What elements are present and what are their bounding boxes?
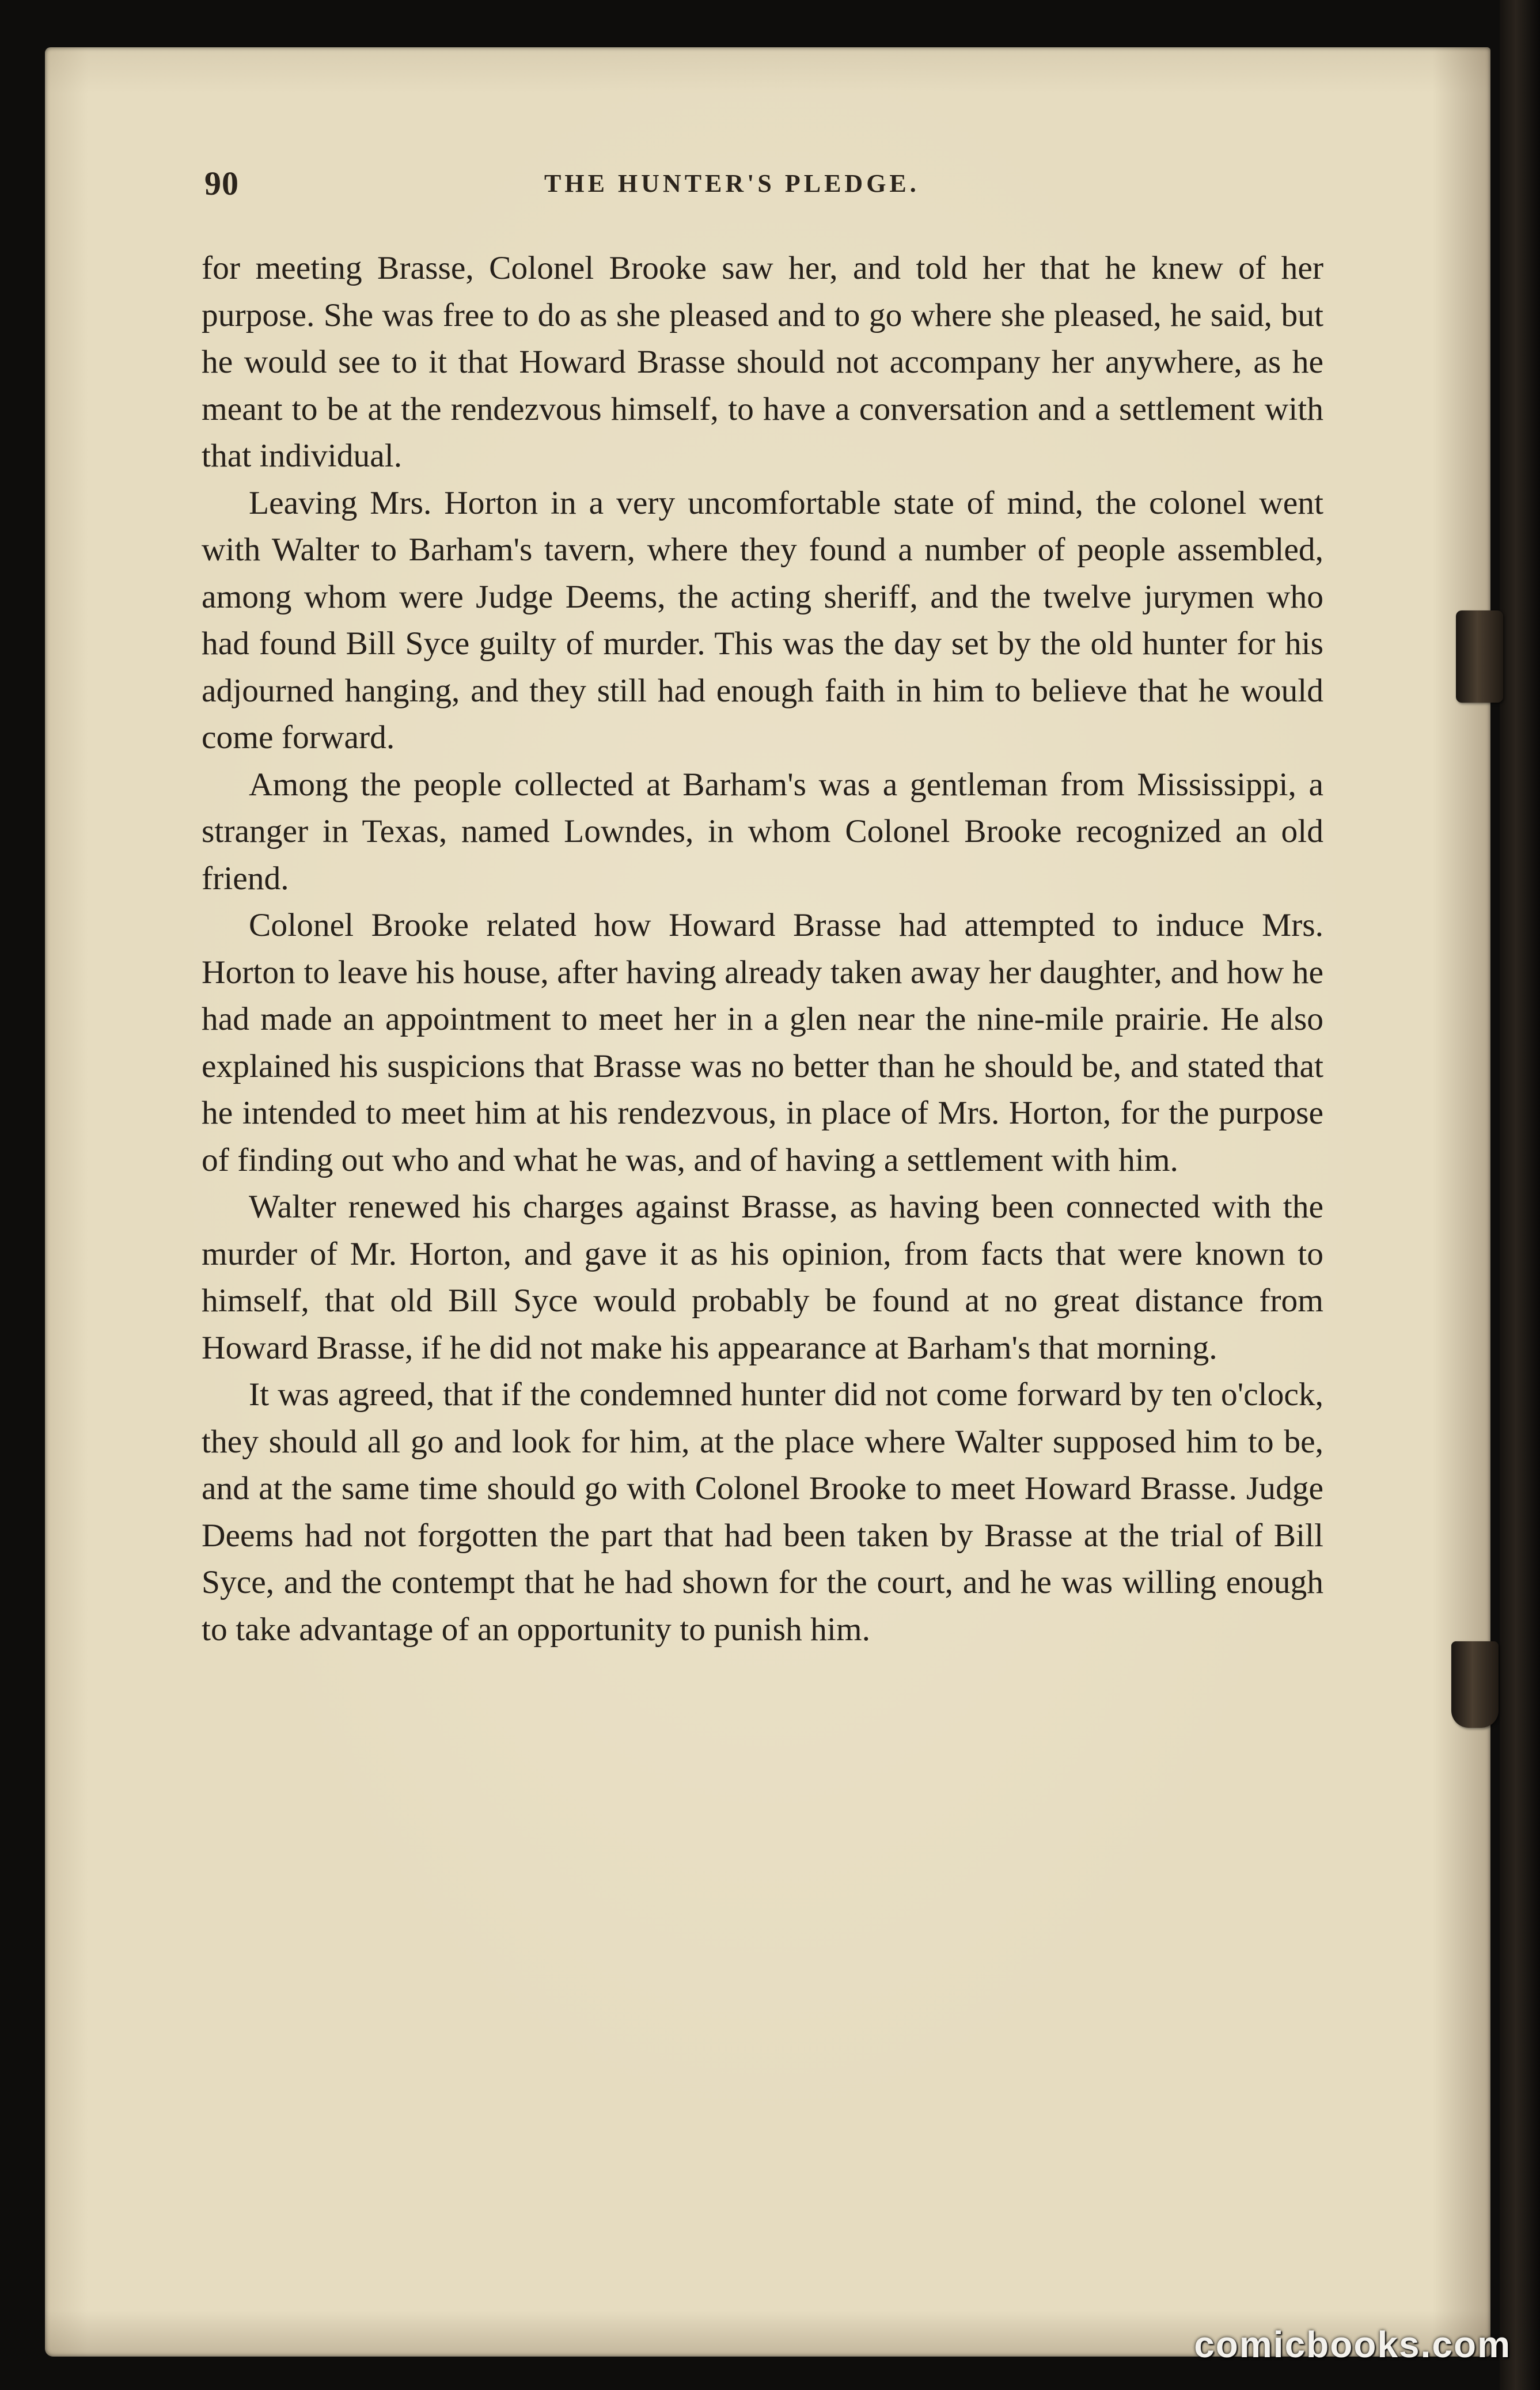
binding-clip [1456, 610, 1503, 703]
body-text [202, 245, 1323, 1653]
paragraph: Leaving Mrs. Horton in a very uncomfortable state of mind, the colonel went with Walter to Barham's tavern, where they found a number of people assembled, among whom were Judge Deems, the acting sheriff, and the twelve jurymen who had found Bill Syce guilty of murder. This was the day set by the old hunter for his adjourned hanging, and they still had enough faith in him to believe that he would come forward. [202, 484, 1323, 756]
book-spine [1500, 0, 1540, 2390]
paragraph: Colonel Brooke related how Howard Brasse had attempted to induce Mrs. Horton to leave his house, after having already taken away her daughter, and how he had made an appointment to meet her in a glen near the nine-mile prairie. He also explained his suspicions that Brasse was no better than he should be, and stated that he intended to meet him at his rendezvous, in place of Mrs. Horton, for the purpose of finding out who and what he was, and of having a settlement with him. [202, 907, 1323, 1178]
page-header [204, 164, 1333, 204]
paragraph: for meeting Brasse, Colonel Brooke saw her, and told her that he knew of her purpose. She was free to do as she pleased and to go where she pleased, he said, but he would see to it that Howard Brasse should not accompany her anywhere, as he meant to be at the rendezvous himself, to have a conversation and a settlement with that individual. [202, 250, 1323, 474]
watermark: comicbooks.com [1194, 2324, 1511, 2365]
page-number: 90 [204, 165, 239, 202]
binding-clip [1451, 1641, 1499, 1728]
paragraph: Among the people collected at Barham's was a gentleman from Mississippi, a stranger in Texas, named Lowndes, in whom Colonel Brooke recognized an old friend. [202, 766, 1323, 897]
running-head: THE HUNTER'S PLEDGE. [544, 169, 920, 198]
paragraph: It was agreed, that if the condemned hunter did not come forward by ten o'clock, they should all go and look for him, at the place where Walter supposed him to be, and at the same time should go with Colonel Brooke to meet Howard Brasse. Judge Deems had not forgotten the part that had been taken by Brasse at the trial of Bill Syce, and the contempt that he had shown for the court, and he was willing enough to take advantage of an opportunity to punish him. [202, 1376, 1323, 1648]
paragraph: Walter renewed his charges against Brasse, as having been connected with the murder of Mr. Horton, and gave it as his opinion, from facts that were known to himself, that old Bill Syce would probably be found at no great distance from Howard Brasse, if he did not make his appearance at Barham's that morning. [202, 1189, 1323, 1366]
